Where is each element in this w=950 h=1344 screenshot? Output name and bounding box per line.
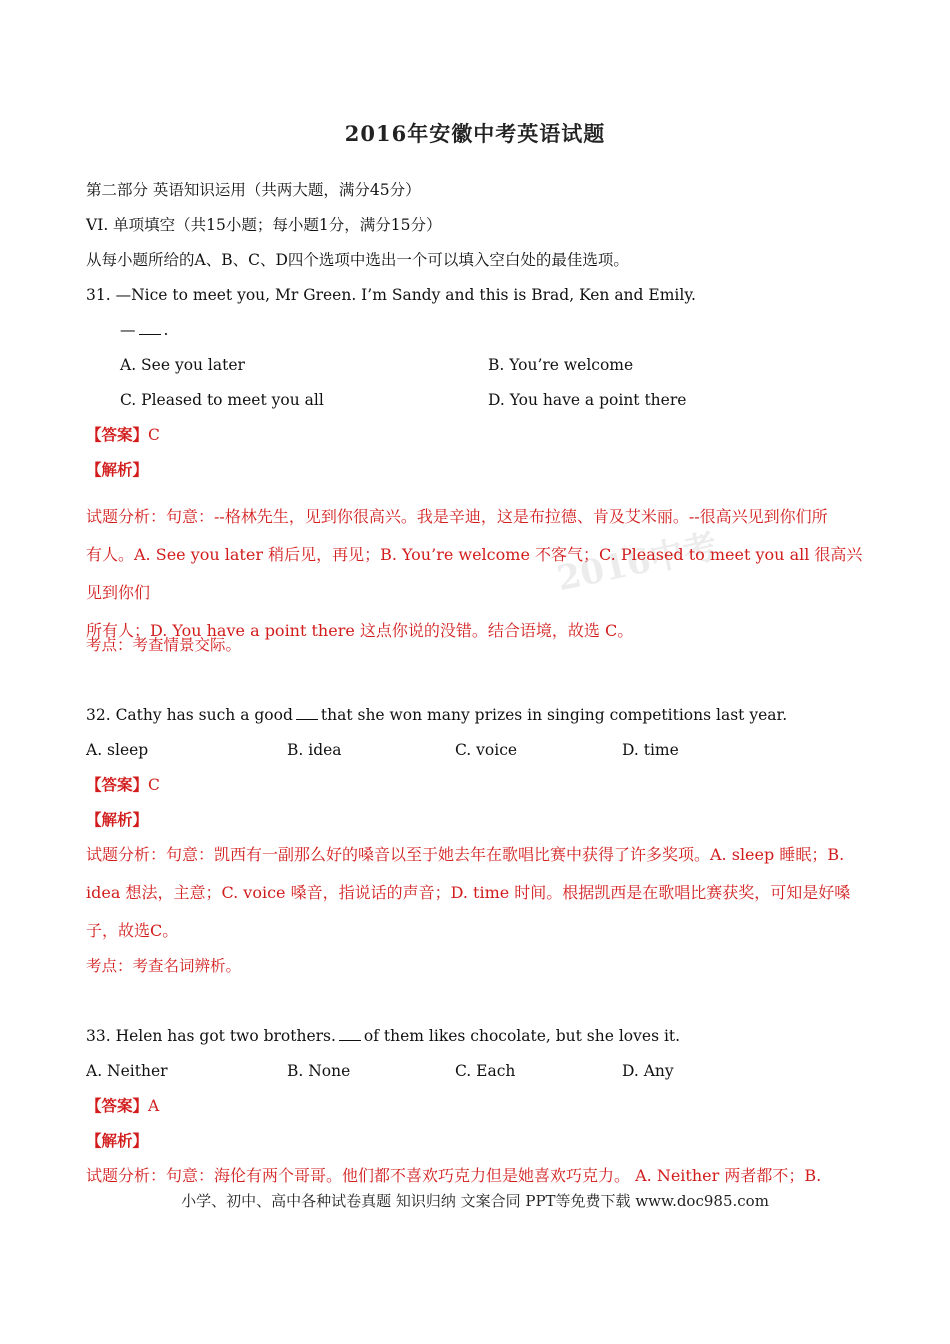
q31-analysis [86,498,870,650]
q32-option-a: A. sleep [86,741,149,759]
q32-analysis-label: 【解析】 [86,810,149,829]
q32-option-d: D. time [622,741,679,759]
q33-blank [339,1027,361,1041]
q32-answer-value: C [148,776,160,794]
q33-analysis-label: 【解析】 [86,1131,149,1150]
section-instructions: 从每小题所给的A、B、C、D四个选项中选出一个可以填入空白处的最佳选项。 [86,251,629,269]
q32-option-c: C. voice [455,741,518,759]
q31-reply [120,320,168,340]
q33-option-d: D. Any [622,1062,674,1080]
q32-analysis-line: idea 想法，主意；C. voice 嗓音，指说话的声音；D. time 时间。根据凯西是在歌唱比赛获奖，可知是好嗓 [86,883,851,902]
q31-reply-dash: — [120,321,136,339]
section-subsection: VI. 单项填空（共15小题；每小题1分，满分15分） [86,216,442,234]
q33-answer-value: A [148,1097,160,1115]
q31-point: 考点：考查情景交际。 [86,636,242,654]
q32-answer [86,775,160,795]
q32-answer-label: 【答案】 [86,775,149,794]
q31-analysis-label: 【解析】 [86,460,149,479]
q31-analysis-line: 试题分析：句意：--格林先生，见到你很高兴。我是辛迪，这是布拉德、肯及艾米丽。--很高兴见到你们所 [86,507,828,526]
q33-answer [86,1096,159,1116]
section-part: 第二部分 英语知识运用（共两大题，满分45分） [86,181,421,199]
watermark: 2016中考 [553,526,721,600]
q32-stem [86,705,787,725]
q32-stem-b: that she won many prizes in singing competitions last year. [320,706,788,724]
q33-analysis-line: 试题分析：句意：海伦有两个哥哥。他们都不喜欢巧克力但是她喜欢巧克力。 A. Neither 两者都不；B. [86,1166,822,1185]
q31-answer [86,425,160,445]
q33-stem [86,1026,680,1046]
page-title: 2016年安徽中考英语试题 [344,121,606,146]
page-footer: 小学、初中、高中各种试卷真题 知识归纳 文案合同 PPT等免费下载 www.doc985.com [181,1192,769,1210]
q32-blank [296,706,318,720]
q32-point: 考点：考查名词辨析。 [86,957,242,975]
q31-reply-end: . [163,321,169,339]
q33-answer-label: 【答案】 [86,1096,149,1115]
q31-stem: 31. —Nice to meet you, Mr Green. I’m Sandy and this is Brad, Ken and Emily. [86,286,696,304]
q33-stem-b: of them likes chocolate, but she loves it. [363,1027,681,1045]
q32-analysis-line: 子，故选C。 [86,921,179,940]
q31-answer-value: C [148,426,160,444]
q31-option-c: C. Pleased to meet you all [120,391,324,409]
q32-stem-a: 32. Cathy has such a good [86,706,293,724]
q32-option-b: B. idea [287,741,342,759]
q33-option-c: C. Each [455,1062,516,1080]
q31-option-d: D. You have a point there [488,391,687,409]
q31-analysis-line: 所有人；D. You have a point there 这点你说的没错。结合语境，故选 C。 [86,621,634,640]
q32-analysis-line: 试题分析：句意：凯西有一副那么好的嗓音以至于她去年在歌唱比赛中获得了许多奖项。A. sleep 睡眠；B. [86,845,845,864]
q33-option-b: B. None [287,1062,351,1080]
q31-analysis-line: 有人。A. See you later 稍后见，再见；B. You’re welcome 不客气；C. Pleased to meet you all 很高兴见到你们 [86,545,863,602]
q33-stem-a: 33. Helen has got two brothers. [86,1027,336,1045]
q31-option-a: A. See you later [120,356,245,374]
q31-blank [139,321,161,335]
q33-option-a: A. Neither [86,1062,168,1080]
q32-analysis [86,836,870,950]
q31-answer-label: 【答案】 [86,425,149,444]
q31-option-b: B. You’re welcome [488,356,634,374]
